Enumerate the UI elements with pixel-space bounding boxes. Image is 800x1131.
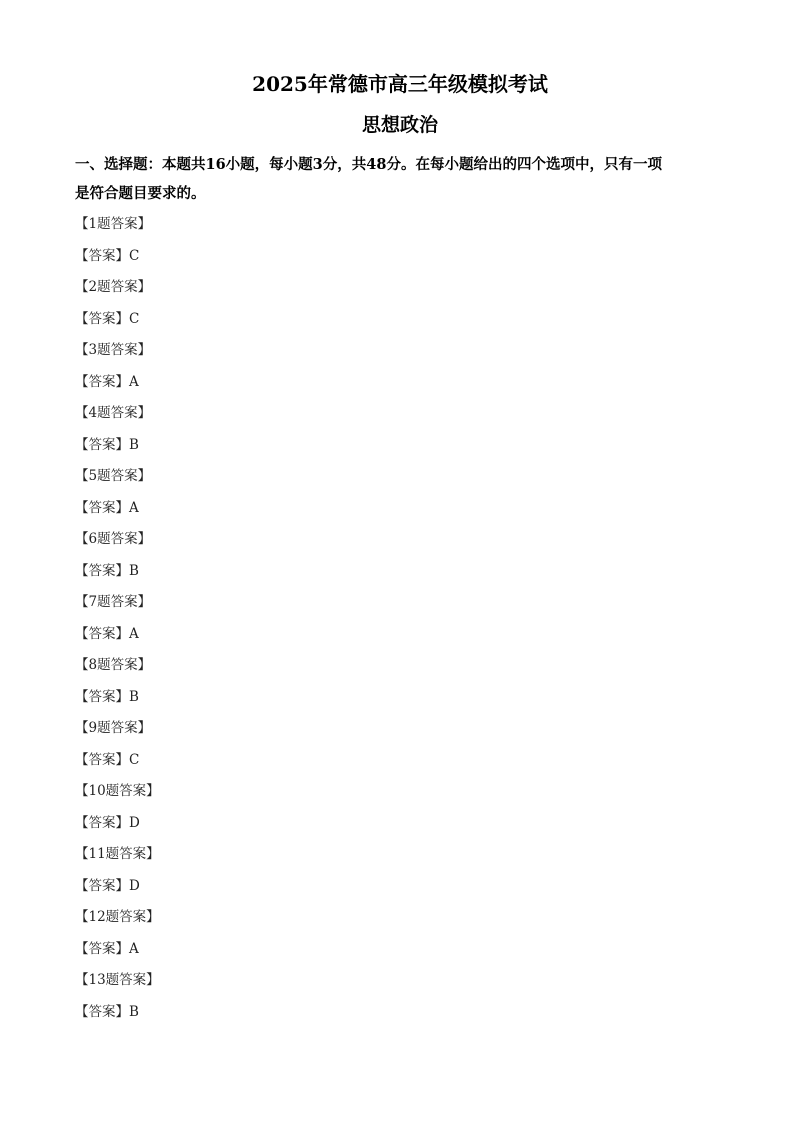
answer-line: 【答案】A — [75, 625, 139, 642]
question-header: 【9题答案】 — [75, 720, 152, 736]
answer-line: 【答案】B — [75, 1003, 139, 1020]
question-header: 【12题答案】 — [75, 909, 160, 925]
answer-line: 【答案】D — [75, 814, 140, 831]
answer-line: 【答案】A — [75, 940, 139, 957]
answer-line: 【答案】C — [75, 310, 140, 327]
answer-line: 【答案】C — [75, 247, 140, 264]
question-header: 【6题答案】 — [75, 531, 152, 547]
question-header: 【2题答案】 — [75, 279, 152, 295]
question-header: 【7题答案】 — [75, 594, 152, 610]
question-header: 【10题答案】 — [75, 783, 160, 799]
answer-line: 【答案】B — [75, 562, 139, 579]
question-header: 【3题答案】 — [75, 342, 152, 358]
question-header: 【13题答案】 — [75, 972, 160, 988]
instructions-line-1: 一、选择题：本题共16小题，每小题3分，共48分。在每小题给出的四个选项中，只有一项 — [75, 156, 662, 173]
answer-line: 【答案】B — [75, 688, 139, 705]
answer-line: 【答案】A — [75, 373, 139, 390]
question-header: 【5题答案】 — [75, 468, 152, 484]
question-header: 【8题答案】 — [75, 657, 152, 673]
subject-title: 思想政治 — [361, 114, 438, 136]
answer-line: 【答案】B — [75, 436, 139, 453]
question-header: 【4题答案】 — [75, 405, 152, 421]
answer-list — [75, 209, 725, 1028]
question-header: 【11题答案】 — [75, 846, 160, 862]
answer-line: 【答案】C — [75, 751, 140, 768]
page-title: 2025年常德市高三年级模拟考试 — [252, 72, 548, 96]
answer-line: 【答案】D — [75, 877, 140, 894]
answer-line: 【答案】A — [75, 499, 139, 516]
question-header: 【1题答案】 — [75, 216, 152, 232]
instructions-line-2: 是符合题目要求的。 — [75, 185, 206, 202]
section-instructions — [75, 150, 735, 208]
